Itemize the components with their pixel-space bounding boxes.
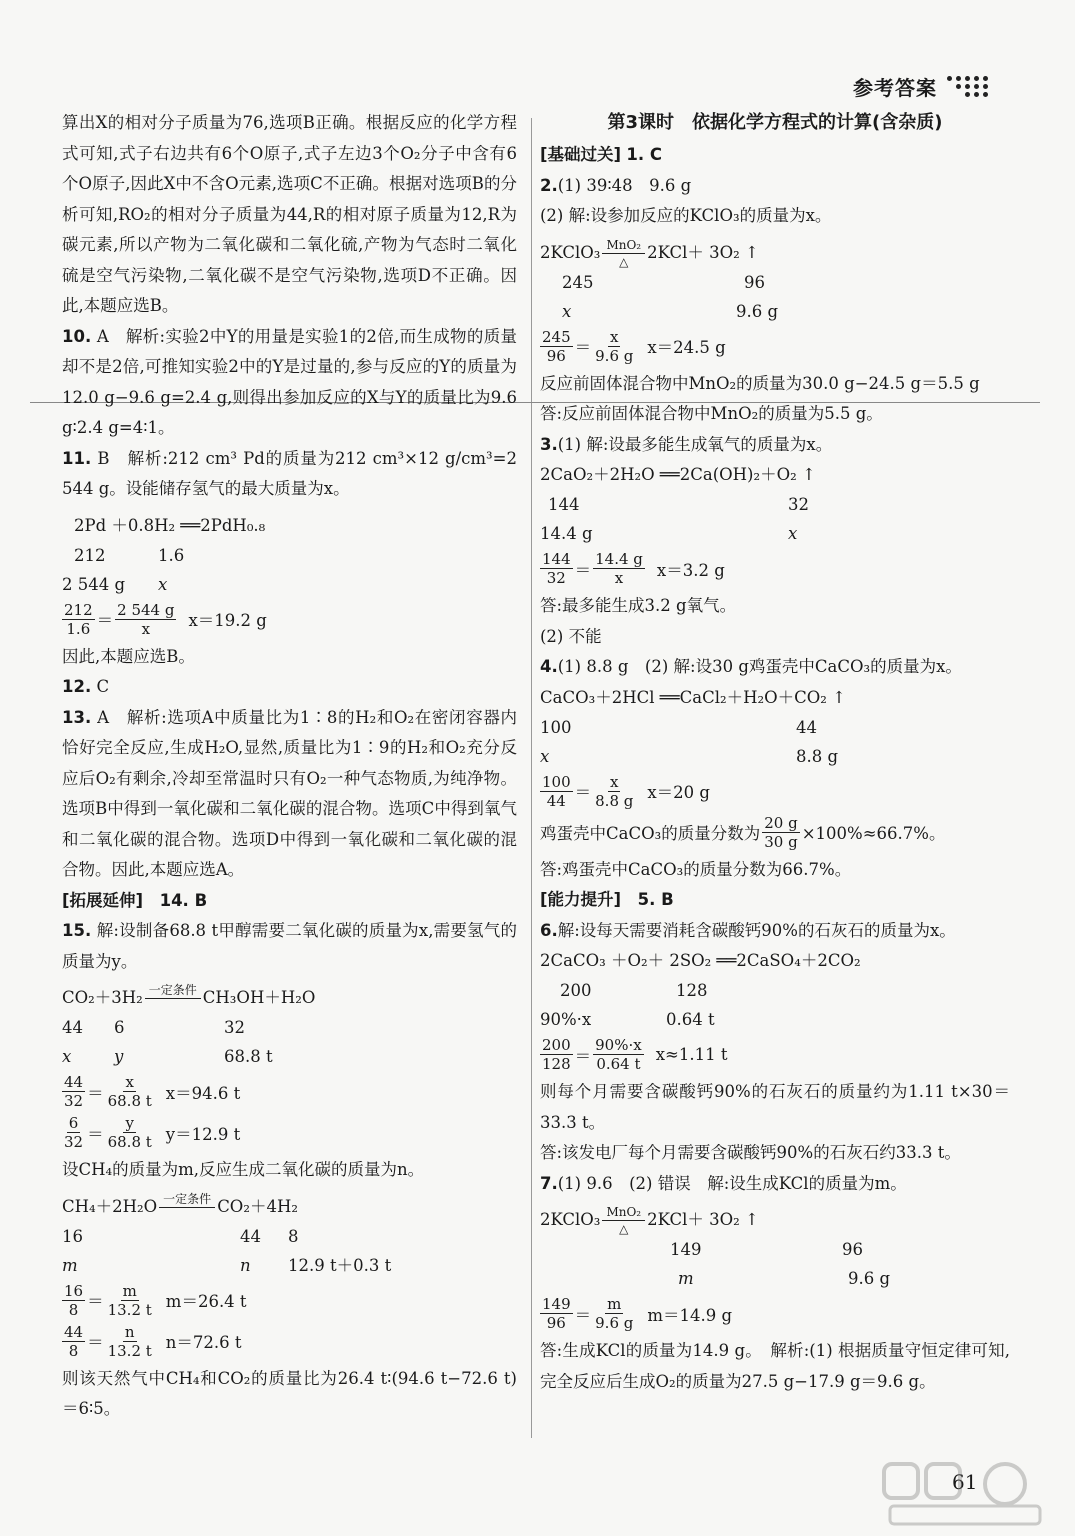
equation-row: x 8.8 g <box>540 746 839 766</box>
proportion: $\frac{16}{8}$ ＝ $\frac{m}{13.2 t}$ m＝26.4 t <box>64 1281 247 1319</box>
answer-12: 12. C <box>62 677 110 696</box>
equation-row: m n 12.9 t＋0.3 t <box>62 1255 392 1275</box>
left-column <box>62 108 517 1425</box>
proportion: $\frac{245}{96}$ ＝ $\frac{x}{9.6 g}$ x＝24.5 g <box>542 327 726 365</box>
equation-row: 245 96 <box>562 272 765 292</box>
proportion: $\frac{100}{44}$ ＝ $\frac{x}{8.8 g}$ x＝20 g <box>542 772 710 810</box>
answer-7: 7.(1) 9.6 (2) 错误 解:设生成KCl的质量为m。 <box>540 1173 907 1193</box>
equation: CaCO₃＋2HCl ══CaCl₂＋H₂O＋CO₂ ↑ <box>540 687 846 707</box>
answer-6-c: 答:该发电厂每个月需要含碳酸钙90%的石灰石约33.3 t。 <box>540 1143 961 1162</box>
equation-row: 149 96 <box>670 1240 863 1259</box>
equation: 2CaCO₃ ＋O₂＋ 2SO₂ ══2CaSO₄＋2CO₂ <box>540 951 861 970</box>
answer-3-b: 答:最多能生成3.2 g氧气。 <box>540 596 737 615</box>
answer-4-c: 答:鸡蛋壳中CaCO₃的质量分数为66.7%。 <box>540 859 852 879</box>
column-divider <box>531 118 532 1438</box>
proportion: $\frac{44}{8}$ ＝ $\frac{n}{13.2 t}$ n＝72.6 t <box>64 1322 242 1360</box>
answer-6: 6.解:设每天需要消耗含碳酸钙90%的石灰石的质量为x。 <box>540 920 956 940</box>
equation: 2Pd ＋0.8H₂ ══2PdH₀.₈ <box>74 515 266 535</box>
proportion: $\frac{6}{32}$ ＝ $\frac{y}{68.8 t}$ y＝12.9 t <box>64 1114 241 1151</box>
answer-4: 4.(1) 8.8 g (2) 解:设30 g鸡蛋壳中CaCO₃的质量为x。 <box>540 657 962 676</box>
section-title: 第3课时 依据化学方程式的计算(含杂质) <box>607 112 943 133</box>
answer-2-c: 反应前固体混合物中MnO₂的质量为30.0 g−24.5 g＝5.5 g <box>540 373 980 393</box>
answer-9-continued: 算出X的相对分子质量为76,选项B正确。根据反应的化学方程式可知,式子右边共有6个O原子,式子左边3个O₂分子中含有6个O原子,因此X中不含O元素,选项C不正确。根据对选项B的分析可知,RO₂的相对分子质量为44,R的相对原子质量为12,R为碳元素,所以产物为二氧化碳和二氧化硫,产物为气态时二氧化硫是空气污染物,二氧化碳不是空气污染物,选项D不正确。因此,本题应选B。 <box>62 113 517 315</box>
proportion: $\frac{212}{1.6}$ ＝ $\frac{2 544 g}{x}$ x＝19.2 g <box>64 600 267 638</box>
equation: CH₄＋2H₂O 一定条件 CO₂＋4H₂ <box>62 1191 298 1216</box>
equation-row: x 9.6 g <box>562 301 779 321</box>
answer-2-b: (2) 解:设参加反应的KClO₃的质量为x。 <box>540 206 832 225</box>
equation-row: 100 44 <box>540 717 817 737</box>
equation-row: 200 128 <box>560 981 708 1000</box>
proportion: $\frac{200}{128}$ ＝ $\frac{90\%\cdot x}{0.64 t}$ x≈1.11 t <box>542 1036 728 1073</box>
answer-2-d: 答:反应前固体混合物中MnO₂的质量为5.5 g。 <box>540 404 883 423</box>
equation-row: 16 44 8 <box>62 1226 299 1246</box>
equation-row: 144 32 <box>548 495 809 514</box>
answer-10: 10. A 解析:实验2中Y的用量是实验1的2倍,而生成物的质量却不是2倍,可推知实验2中的Y是过量的,参与反应的Y的质量为12.0 g−9.6 g=2.4 g,则得出参加反应的X与Y的质量比为9.6 g∶2.4 g=4∶1。 <box>62 326 518 437</box>
answer-7-b: 答:生成KCl的质量为14.9 g。 解析:(1) 根据质量守恒定律可知,完全反应后生成O₂的质量为27.5 g−17.9 g＝9.6 g。 <box>540 1341 1010 1391</box>
equation: CO₂＋3H₂ 一定条件 CH₃OH＋H₂O <box>62 983 316 1007</box>
watermark-logo-icon <box>880 1458 1050 1530</box>
page-number: 61 <box>952 1470 978 1494</box>
answer-15-set2: 设CH₄的质量为m,反应生成二氧化碳的质量为n。 <box>62 1160 425 1179</box>
equation-row: 14.4 g x <box>540 524 798 543</box>
equation-row: 90%·x 0.64 t <box>540 1010 715 1029</box>
answer-3: 3.(1) 解:设最多能生成氧气的质量为x。 <box>540 434 833 454</box>
header-title: 参考答案 <box>853 76 937 100</box>
page-header <box>853 72 989 101</box>
answer-15: 15. 解:设制备68.8 t甲醇需要二氧化碳的质量为x,需要氢气的质量为y。 <box>62 921 517 971</box>
basic-section: [基础过关] 1. C <box>540 145 662 164</box>
answer-13: 13. A 解析:选项A中质量比为1∶8的H₂和O₂在密闭容器内恰好完全反应,生成H₂O,显然,质量比为1∶9的H₂和O₂充分反应后O₂有剩余,冷却至常温时只有O₂一种气态物质,为纯净物。选项B中得到一氧化碳和二氧化碳的混合物。选项C中得到氧气和二氧化碳的混合物。选项D中得到一氧化碳和二氧化碳的混合物。因此,本题应选A。 <box>62 707 517 879</box>
proportion: $\frac{44}{32}$ ＝ $\frac{x}{68.8 t}$ x＝94.6 t <box>64 1073 241 1110</box>
header-dots-icon <box>947 76 989 97</box>
proportion: $\frac{149}{96}$ ＝ $\frac{m}{9.6 g}$ m＝14.9 g <box>542 1295 733 1332</box>
ability-section: [能力提升] 5. B <box>540 890 674 909</box>
equation-row: 44 6 32 <box>62 1018 245 1037</box>
extension-section: [拓展延伸] 14. B <box>62 890 208 910</box>
answer-2: 2.(1) 39∶48 9.6 g <box>540 175 692 195</box>
mass-fraction: 鸡蛋壳中CaCO₃的质量分数为 $\frac{20 g}{30 g}$ ×100%≈66.7%。 <box>540 813 946 851</box>
proportion: $\frac{144}{32}$ ＝ $\frac{14.4 g}{x}$ x＝3.2 g <box>542 550 725 587</box>
right-column <box>540 108 1010 1397</box>
equation: 2CaO₂＋2H₂O ══2Ca(OH)₂＋O₂ ↑ <box>540 465 816 484</box>
equation-row: m 9.6 g <box>678 1269 891 1288</box>
equation-row: 2 544 g x <box>62 574 168 594</box>
equation-row: 212 1.6 <box>74 545 185 565</box>
equation: 2KClO₃ MnO₂ △ 2KCl＋ 3O₂ ↑ <box>540 237 759 269</box>
answer-11-end: 因此,本题应选B。 <box>62 646 195 666</box>
equation: 2KClO₃ MnO₂ △ 2KCl＋ 3O₂ ↑ <box>540 1205 759 1236</box>
answer-6-b: 则每个月需要含碳酸钙90%的石灰石的质量约为1.11 t×30＝33.3 t。 <box>540 1082 1010 1132</box>
answer-11: 11. B 解析:212 cm³ Pd的质量为212 cm³×12 g/cm³=2 544 g。设能储存氢气的最大质量为x。 <box>62 448 517 498</box>
answer-15-end: 则该天然气中CH₄和CO₂的质量比为26.4 t∶(94.6 t−72.6 t)＝6∶5。 <box>62 1368 517 1418</box>
equation-row: x y 68.8 t <box>62 1047 273 1066</box>
answer-3-c: (2) 不能 <box>540 626 602 646</box>
